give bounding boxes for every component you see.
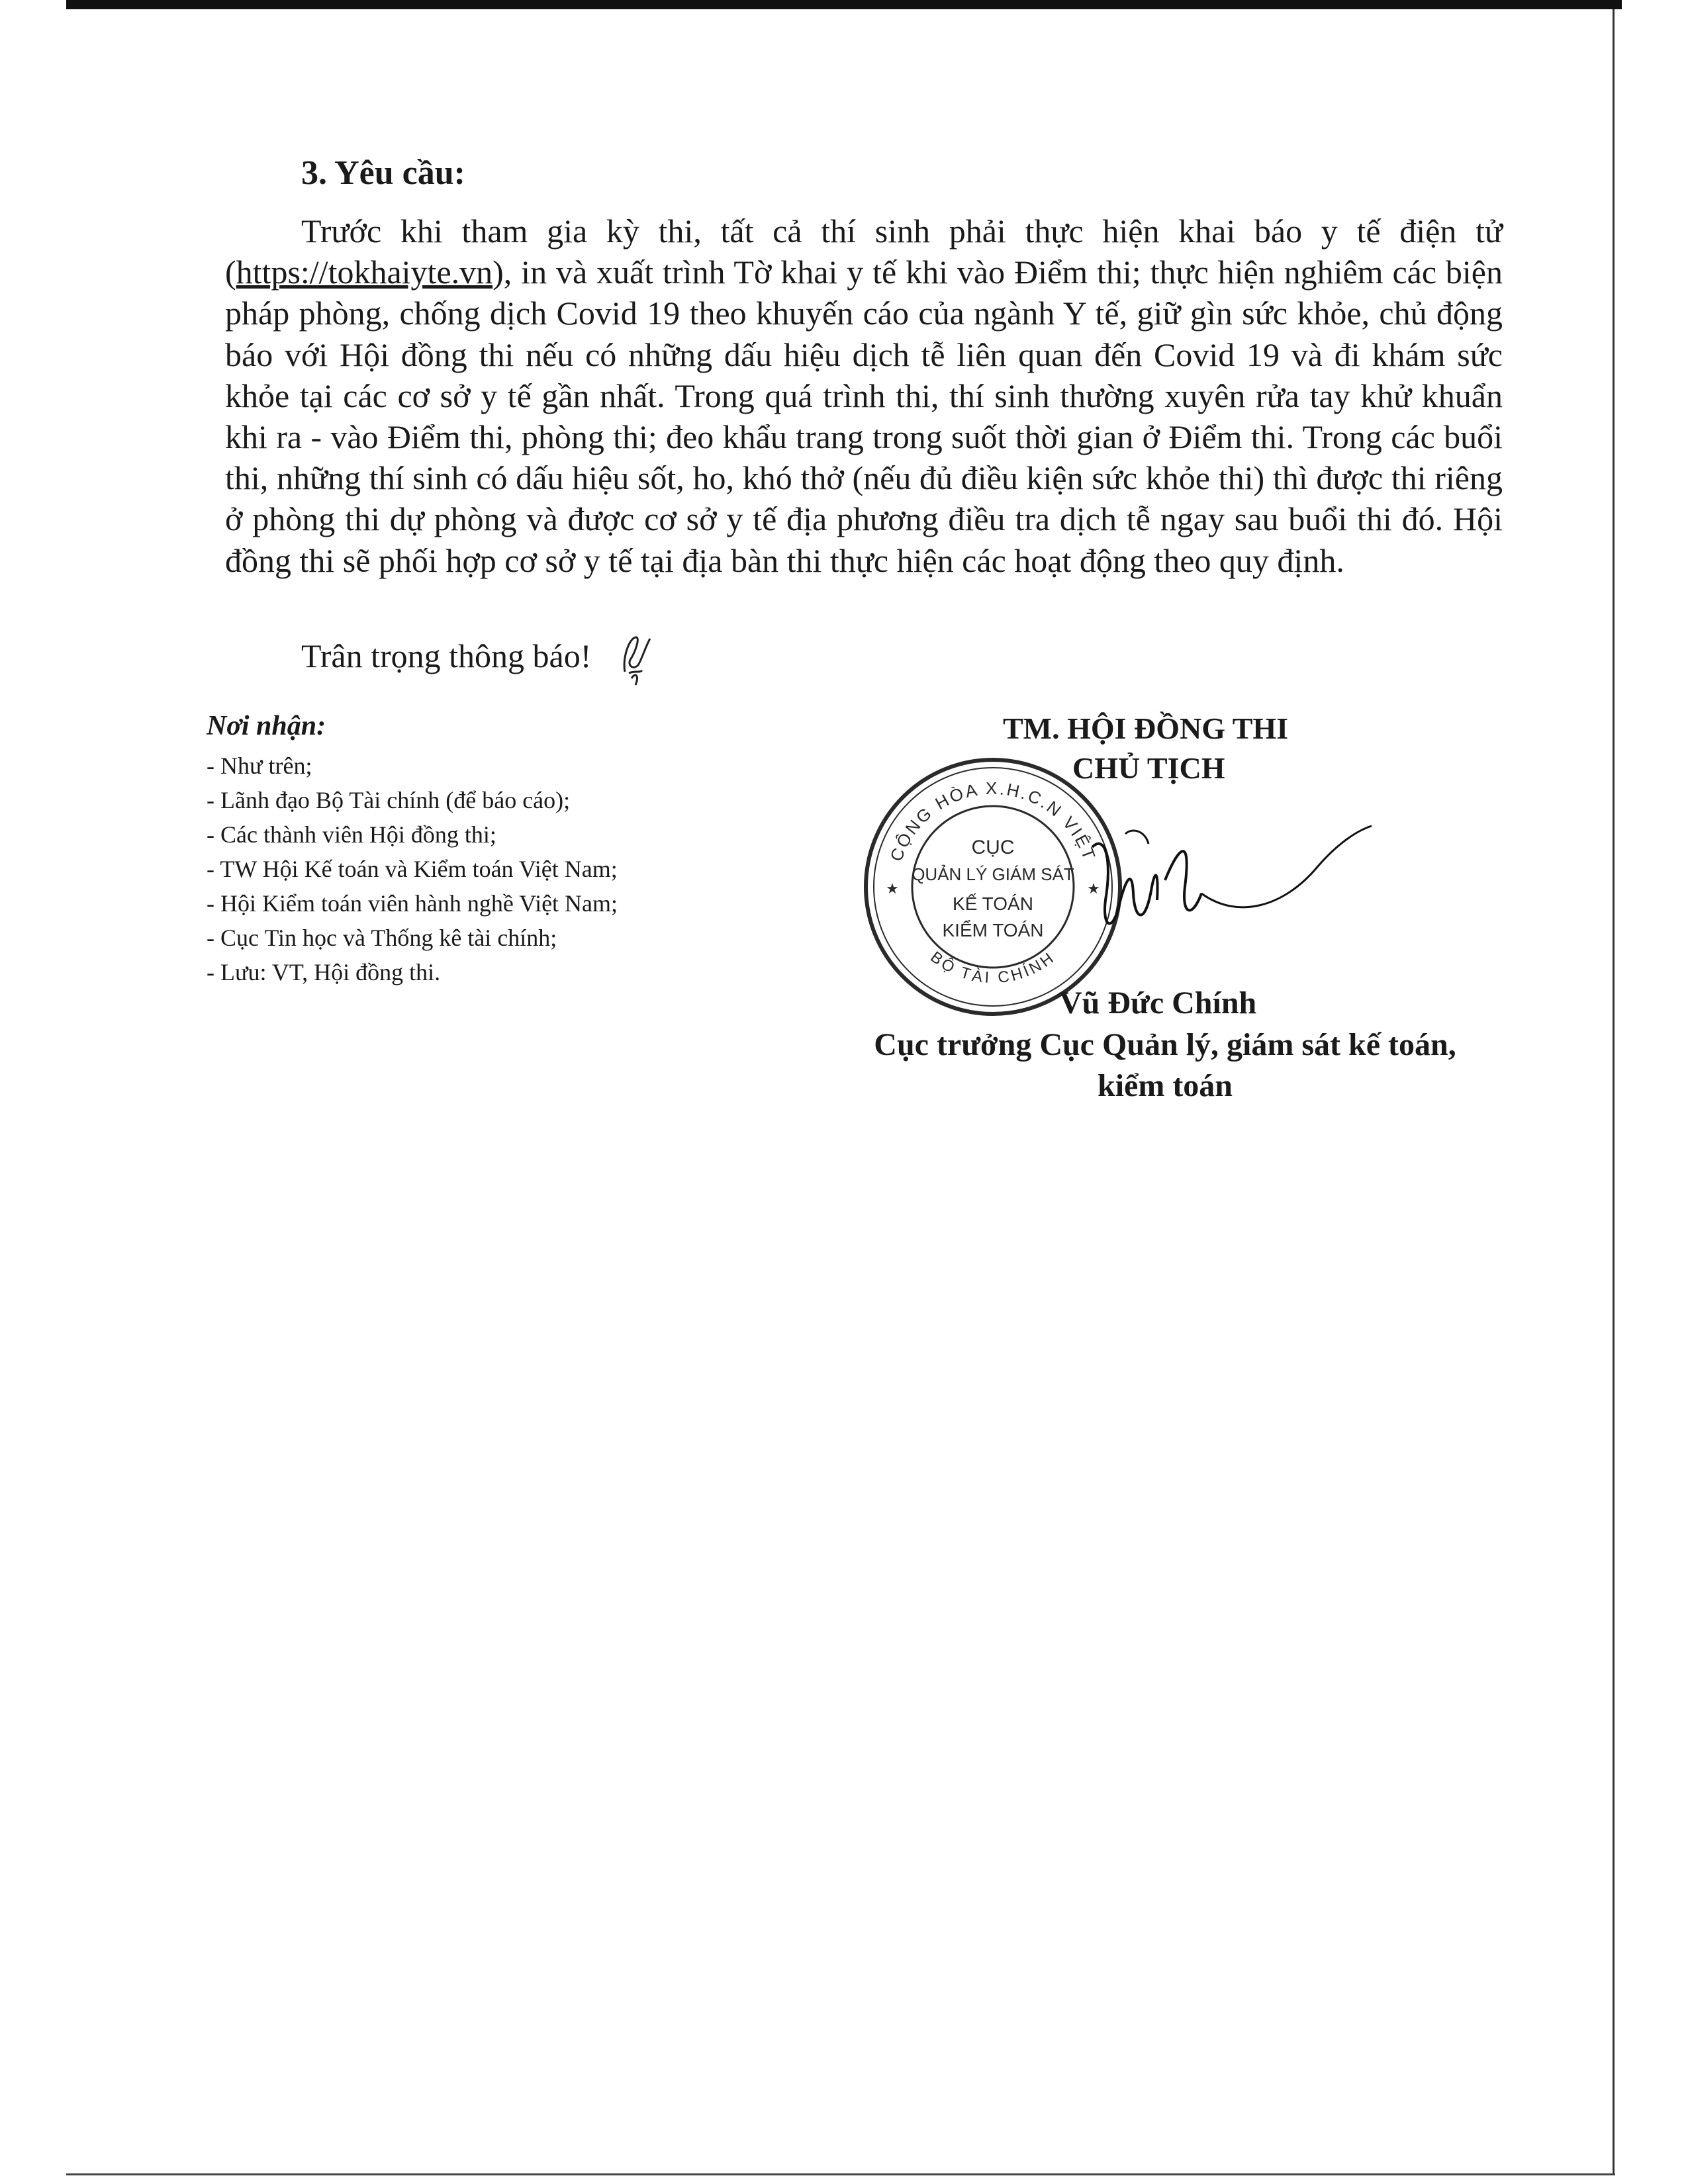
seal-bottom-text: BỘ TÀI CHÍNH [927,948,1059,987]
recipient-item: - Cục Tin học và Thống kê tài chính; [207,925,557,951]
seal-line: KẾ TOÁN [953,893,1033,914]
council-label: TM. HỘI ĐỒNG THI [1003,711,1289,745]
chair-label: CHỦ TỊCH [1072,751,1225,785]
seal-star-left: ★ [886,881,899,897]
scan-border-top [66,0,1622,9]
signer-position: Cục trưởng Cục Quản lý, giám sát kế toán, kiểm toán [874,1027,1456,1103]
recipient-item: - Lãnh đạo Bộ Tài chính (để báo cáo); [207,787,571,813]
seal-line: QUẢN LÝ GIÁM SÁT [912,864,1074,884]
recipient-item: - Các thành viên Hội đồng thi; [207,821,496,848]
recipients-list [207,749,618,989]
seal-ring-text: CỘNG HÒA X.H.C.N VIỆT [886,778,1100,864]
recipients-title: Nơi nhận: [207,711,326,741]
scan-border-bottom [66,2173,1615,2175]
handwritten-signature [1086,807,1377,966]
recipient-item: - Hội Kiểm toán viên hành nghề Việt Nam; [207,890,618,917]
seal-line: KIỂM TOÁN [942,920,1044,940]
signer-name: Vũ Đức Chính [1059,985,1257,1021]
recipient-item: - TW Hội Kế toán và Kiểm toán Việt Nam; [207,856,618,882]
closing-line: Trân trọng thông báo! [301,637,592,674]
body-paragraph: Trước khi tham gia kỳ thi, tất cả thí sinh phải thực hiện khai báo y tế điện tử (https://tokhaiyte.vn), in và xuất trình Tờ khai y tế khi vào Điểm thi; thực hiện nghiêm các biện pháp phòng, chống dịch Covid 19 theo khuyến cáo của ngành Y tế, giữ gìn sức khỏe, chủ động báo với Hội đồng thi nếu có những dấu hiệu dịch tễ liên quan đến Covid 19 và đi khám sức khỏe tại các cơ sở y tế gần nhất. Trong quá trình thi, thí sinh thường xuyên rửa tay khử khuẩn khi ra - vào Điểm thi, phòng thi; đeo khẩu trang trong suốt thời gian ở Điểm thi. Trong các buổi thi, những thí sinh có dấu hiệu sốt, ho, khó thở (nếu đủ điều kiện sức khỏe thi) thì được thi riêng ở phòng thi dự phòng và được cơ sở y tế địa phương điều tra dịch tễ ngay sau buổi thi đó. Hội đồng thi sẽ phối hợp cơ sở y tế tại địa bàn thi thực hiện các hoạt động theo quy định. [225,212,1503,579]
scan-border-right [1613,9,1615,2173]
seal-star-right: ★ [1087,881,1100,897]
section-heading: 3. Yêu cầu: [301,154,465,192]
seal-line: CỤC [971,837,1015,858]
initials-mark [616,632,655,692]
recipient-item: - Lưu: VT, Hội đồng thi. [207,959,441,985]
health-declaration-link[interactable]: https://tokhaiyte.vn [236,253,493,291]
recipient-item: - Như trên; [207,752,312,779]
